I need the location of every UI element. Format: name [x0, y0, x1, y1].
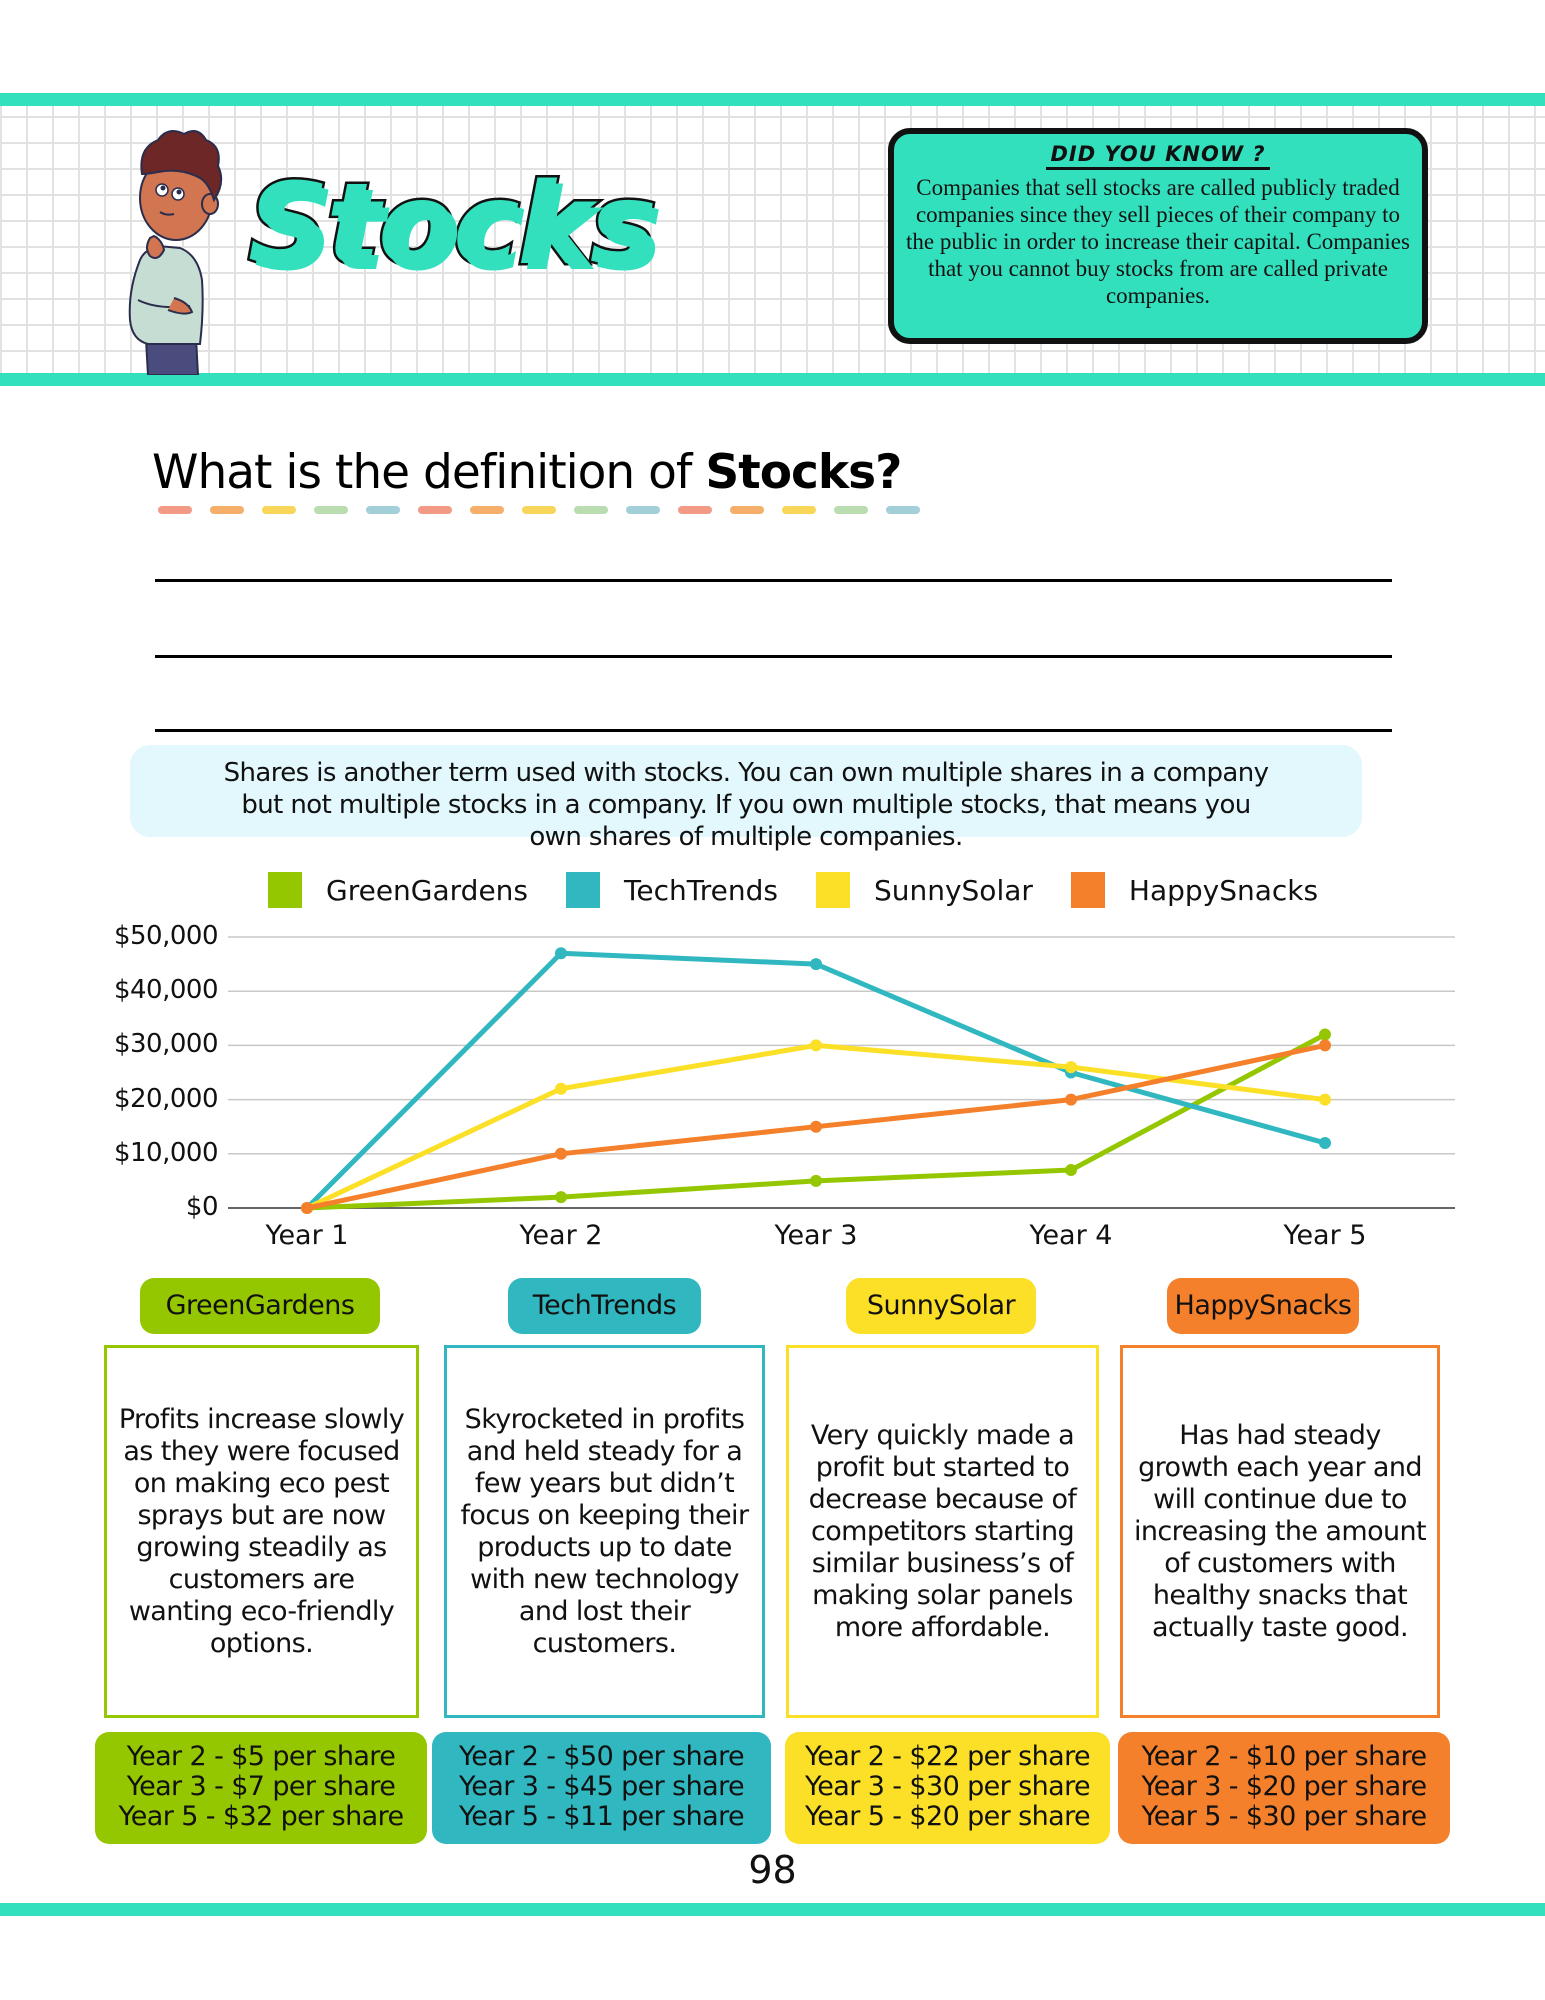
data-point: [810, 1121, 822, 1133]
data-point: [810, 958, 822, 970]
share-price-line: Year 3 - $45 per share: [458, 1771, 745, 1802]
data-point: [1319, 1094, 1331, 1106]
x-tick-label: Year 1: [265, 1220, 349, 1251]
y-tick-label: $30,000: [113, 1029, 218, 1060]
data-point: [555, 1148, 567, 1160]
page-title: Stocks: [248, 160, 655, 290]
y-tick-label: $10,000: [113, 1137, 218, 1168]
data-point: [301, 1202, 313, 1214]
y-tick-label: $40,000: [113, 975, 218, 1006]
share-price-box-greengardens: [95, 1732, 427, 1844]
share-price-line: Year 5 - $20 per share: [804, 1801, 1091, 1832]
data-point: [1065, 1061, 1077, 1073]
did-you-know-body: Companies that sell stocks are called publicly traded companies since they sell pieces of their company to the public in order to increase their capital. Companies that you cannot buy stocks from are called private companies.: [906, 175, 1410, 308]
data-point: [1319, 1029, 1331, 1041]
company-label-sunnysolar: SunnySolar: [846, 1278, 1036, 1334]
company-description: Has had steady growth each year and will continue due to increasing the amount of customers with healthy snacks that actually taste good.: [1134, 1419, 1426, 1643]
x-tick-label: Year 5: [1283, 1220, 1367, 1251]
share-price-line: Year 3 - $30 per share: [804, 1771, 1091, 1802]
company-label-happysnacks: HappySnacks: [1167, 1278, 1359, 1334]
y-tick-label: $0: [185, 1192, 218, 1222]
company-label-techtrends: TechTrends: [508, 1278, 701, 1334]
company-description-box-greengardens: [104, 1345, 419, 1718]
company-description: Skyrocketed in profits and held steady for a few years but didn’t focus on keeping their products up to date with new technology and lost their customers.: [460, 1403, 749, 1659]
company-description-box-techtrends: [444, 1345, 765, 1718]
x-tick-label: Year 3: [774, 1220, 858, 1251]
legend-label: SunnySolar: [873, 873, 1033, 907]
data-point: [1065, 1164, 1077, 1176]
y-tick-label: $50,000: [113, 921, 218, 951]
share-price-line: Year 2 - $22 per share: [804, 1741, 1091, 1772]
data-point: [555, 1191, 567, 1203]
data-point: [555, 947, 567, 959]
company-label-greengardens: GreenGardens: [140, 1278, 380, 1334]
company-description-box-happysnacks: [1120, 1345, 1440, 1718]
legend-label: GreenGardens: [326, 873, 529, 907]
data-point: [810, 1175, 822, 1187]
share-price-box-happysnacks: [1118, 1732, 1450, 1844]
x-tick-label: Year 2: [519, 1220, 603, 1251]
x-tick-label: Year 4: [1029, 1220, 1113, 1251]
share-price-line: Year 2 - $10 per share: [1141, 1741, 1427, 1772]
share-price-box-sunnysolar: [785, 1732, 1110, 1844]
shares-note-line: Shares is another term used with stocks. You can own multiple shares in a company: [223, 758, 1269, 788]
data-point: [1319, 1039, 1331, 1051]
share-price-line: Year 3 - $20 per share: [1141, 1771, 1427, 1802]
company-description: Profits increase slowly as they were focused on making eco pest sprays but are now growing steadily as customers are wanting eco-friendly options.: [118, 1403, 405, 1659]
share-price-line: Year 5 - $32 per share: [118, 1801, 404, 1832]
page-number: 98: [748, 1848, 797, 1892]
question-bold-term: Stocks?: [705, 445, 902, 500]
shares-note-line: but not multiple stocks in a company. If you own multiple stocks, that means you: [241, 790, 1251, 820]
company-description: Very quickly made a profit but started to decrease because of competitors starting similar business’s of making solar panels more affordable.: [808, 1419, 1077, 1643]
legend-label: TechTrends: [624, 873, 778, 907]
data-point: [810, 1039, 822, 1051]
share-price-box-techtrends: [432, 1732, 771, 1844]
footer-band: [0, 1903, 1545, 1916]
data-point: [1319, 1137, 1331, 1149]
question-prefix: What is the definition of: [152, 445, 706, 500]
shares-note-line: own shares of multiple companies.: [529, 822, 963, 852]
data-point: [555, 1083, 567, 1095]
share-price-line: Year 2 - $5 per share: [126, 1741, 396, 1772]
share-price-line: Year 5 - $11 per share: [458, 1801, 745, 1832]
share-price-line: Year 2 - $50 per share: [458, 1741, 745, 1772]
share-price-line: Year 5 - $30 per share: [1141, 1801, 1427, 1832]
data-point: [1065, 1094, 1077, 1106]
share-price-line: Year 3 - $7 per share: [126, 1771, 396, 1802]
did-you-know-title: DID YOU KNOW ?: [1046, 142, 1269, 170]
company-description-box-sunnysolar: [786, 1345, 1099, 1718]
y-tick-label: $20,000: [113, 1083, 218, 1114]
legend-label: HappySnacks: [1128, 873, 1319, 907]
